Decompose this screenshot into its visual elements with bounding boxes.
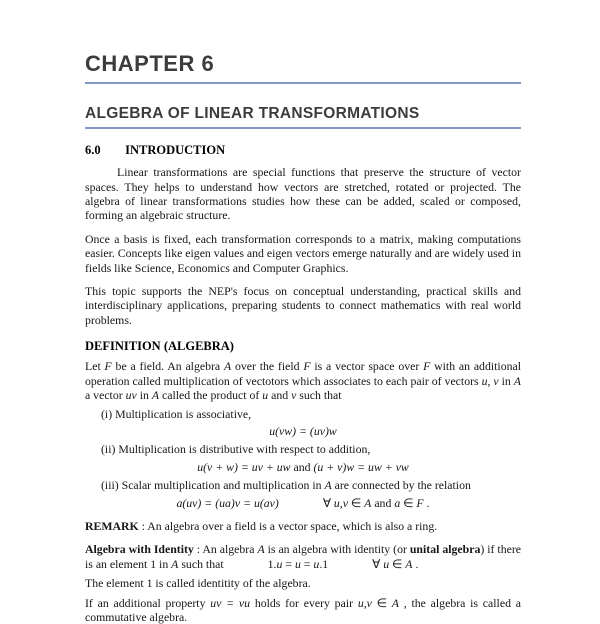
page-content [85,52,521,624]
intro-heading-label: INTRODUCTION [125,143,226,158]
chapter-title: CHAPTER 6 [85,51,215,76]
definition-item-2-equation: u(v + w) = uv + uw and (u + v)w = uw + vw [197,459,409,474]
section-title: ALGEBRA OF LINEAR TRANSFORMATIONS [85,105,420,123]
commutative-note: If an additional property uv = vu holds for every pair u,v ∈ A , the algebra is called a commutative algebra. [85,595,521,624]
definition-item-3 [85,478,521,510]
intro-paragraph-3: This topic supports the NEP's focus on conceptual understanding, practical skills and interdisciplinary applications, preparing students to connect mathematics with real world problems. [85,284,521,327]
definition-body: Let F be a field. An algebra A over the field F is a vector space over F with an additional operation called multiplication of vectotors which associates to each pair of vectors u, v in A a vector uv in A called the product of u and v such that [85,359,522,403]
definition-item-1-equation: u(vw) = (uv)w [269,423,337,438]
divider-rule-top [85,82,521,84]
intro-heading-number: 6.0 [85,143,101,158]
divider-rule-section [85,127,521,129]
definition-item-2 [85,442,521,474]
intro-paragraph-2: Once a basis is fixed, each transformation corresponds to a matrix, making computations easier. Concepts like eigen values and eigen vectors emerge naturally and are widely used in fields like Science, Economics and Computer Graphics. [85,231,521,275]
definition-heading: DEFINITION (ALGEBRA) [85,339,234,354]
definition-item-3-label: (iii) Scalar multiplication and multiplication in A are connected by the relation [101,478,471,493]
definition-item-1 [85,407,521,439]
algebra-with-identity: Algebra with Identity : An algebra A is an algebra with identity (or unital algebra) if there is an element 1 in A such that 1.u = u = u.1 ∀ u ∈ A . [85,542,521,571]
definition-item-1-label: (i) Multiplication is associative, [101,406,252,421]
intro-paragraph-1: Linear transformations are special functions that preserve the structure of vector spaces. They helps to understand how vectors are stretched, rotated or projected. The algebra of linear transformations studies how these can be added, scaled or composed, forming an algebraic structure. [85,165,521,223]
identity-note: The element 1 is called identitity of the algebra. [85,576,311,591]
definition-item-3-equation: a(uv) = (ua)v = u(av) ∀ u,v ∈ A and a ∈ F . [176,495,430,510]
intro-heading [85,143,521,158]
definition-item-2-label: (ii) Multiplication is distributive with respect to addition, [101,442,371,457]
remark: REMARK : An algebra over a field is a vector space, which is also a ring. [85,518,438,533]
